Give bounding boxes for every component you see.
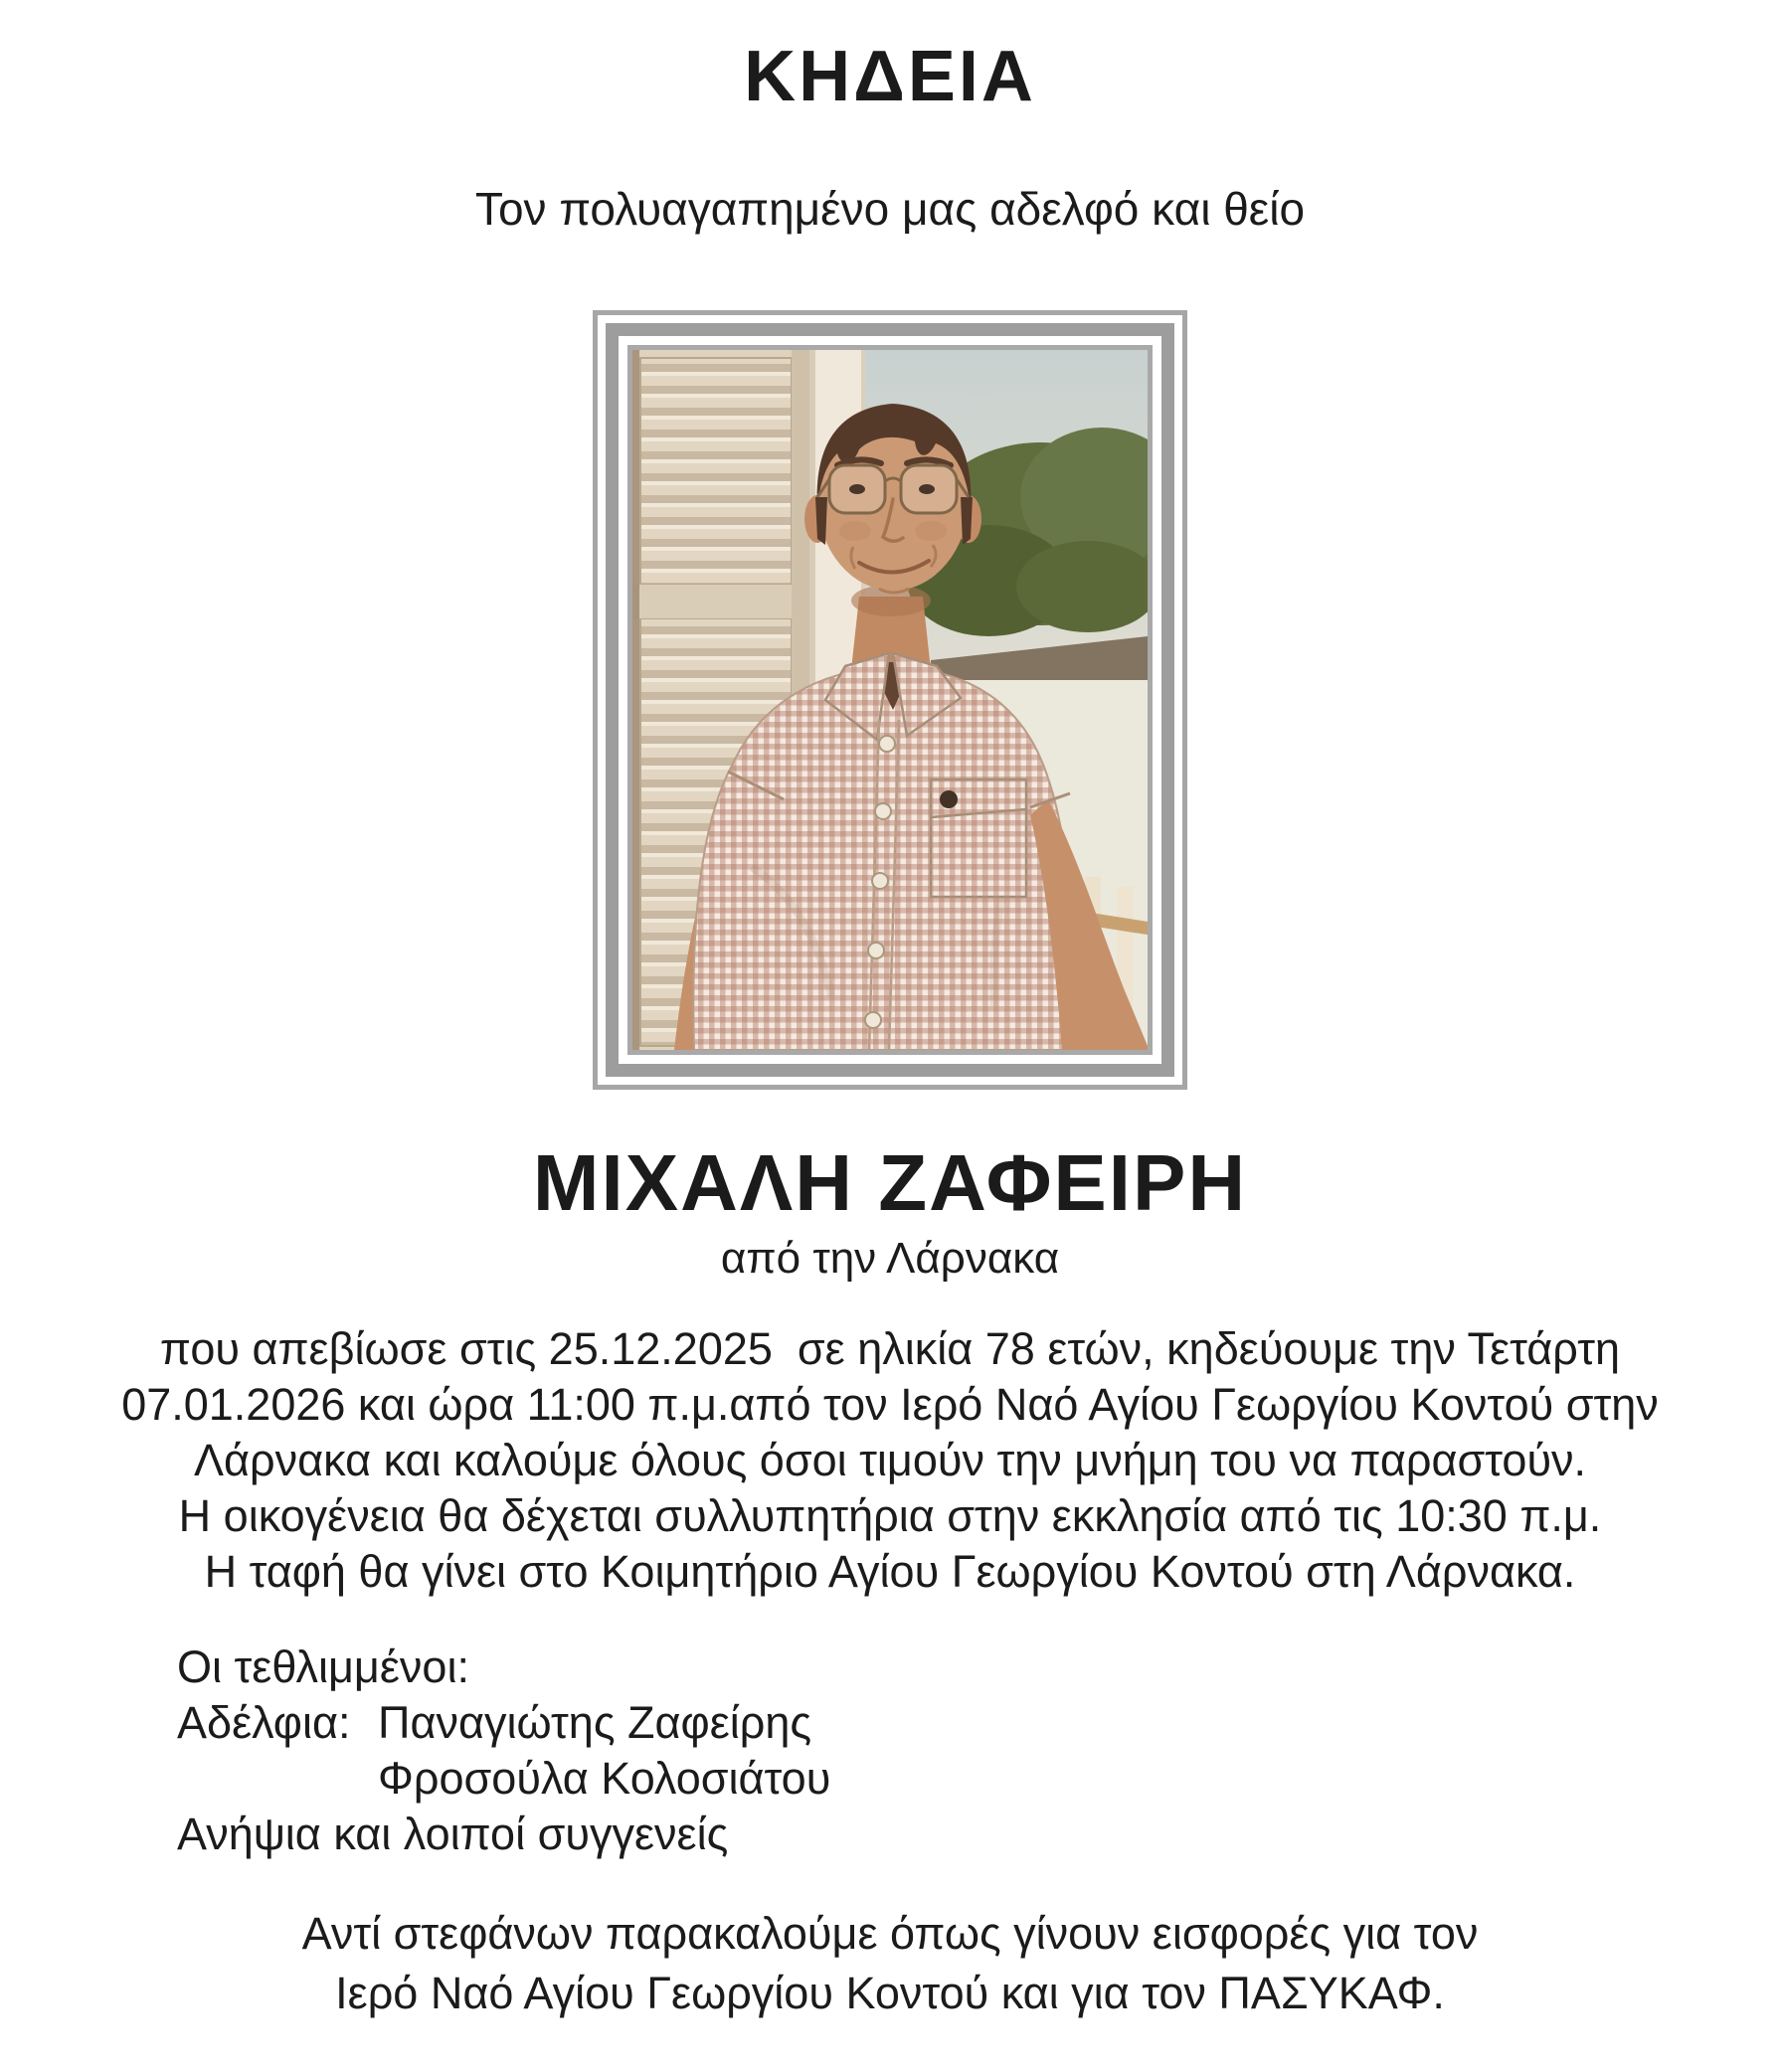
mourners-heading: Οι τεθλιμμένοι:: [177, 1640, 469, 1692]
sibling-name-1: Παναγιώτης Ζαφείρης: [378, 1696, 812, 1748]
announcement-line-2: 07.01.2026 και ώρα 11:00 π.μ.από τον Ιερό Ναό Αγίου Γεωργίου Κοντού στην: [121, 1378, 1659, 1430]
donations-line-2: Ιερό Ναό Αγίου Γεωργίου Κοντού και για τον ΠΑΣΥΚΑΦ.: [335, 1967, 1445, 2018]
photo-section: [0, 310, 1780, 1090]
donations-line-1: Αντί στεφάνων παρακαλούμε όπως γίνουν εισφορές για τον: [301, 1907, 1479, 1959]
announcement-line-3: Λάρνακα και καλούμε όλους όσοι τιμούν την μνήμη του να παραστούν.: [193, 1434, 1587, 1485]
funeral-announcement-page: [0, 36, 1780, 2072]
photo-frame-outer: [593, 310, 1187, 1090]
sibling-row-2: [177, 1751, 1780, 1807]
announcement-line-4: Η οικογένεια θα δέχεται συλλυπητήρια στην εκκλησία από τις 10:30 π.μ.: [178, 1489, 1602, 1541]
dedication-line: Τον πολυαγαπημένο μας αδελφό και θείο: [474, 182, 1306, 235]
donations-note: [0, 1904, 1780, 2023]
photo-frame-inner: [627, 345, 1153, 1055]
announcement-line-5: Η ταφή θα γίνει στο Κοιμητήριο Αγίου Γεωργίου Κοντού στη Λάρνακα.: [204, 1545, 1576, 1597]
siblings-label-spacer: [177, 1751, 378, 1807]
deceased-origin: από την Λάρνακα: [720, 1233, 1060, 1283]
page-title: ΚΗΔΕΙΑ: [744, 37, 1036, 116]
photo-frame-mid: [606, 323, 1174, 1077]
sibling-row-1: [177, 1695, 1780, 1751]
announcement-line-1: που απεβίωσε στις 25.12.2025 σε ηλικία 78 ετών, κηδεύουμε την Τετάρτη: [159, 1322, 1621, 1374]
announcement-text: [0, 1321, 1780, 1600]
relatives-line: Ανήψια και λοιποί συγγενείς: [177, 1808, 729, 1859]
siblings-label: Αδέλφια:: [177, 1696, 351, 1748]
mourners-section: [177, 1640, 1780, 1862]
sibling-name-2: Φροσούλα Κολοσιάτου: [378, 1752, 831, 1804]
deceased-name: ΜΙΧΑΛΗ ΖΑΦΕΙΡΗ: [532, 1137, 1248, 1227]
portrait-photo: [632, 350, 1148, 1050]
